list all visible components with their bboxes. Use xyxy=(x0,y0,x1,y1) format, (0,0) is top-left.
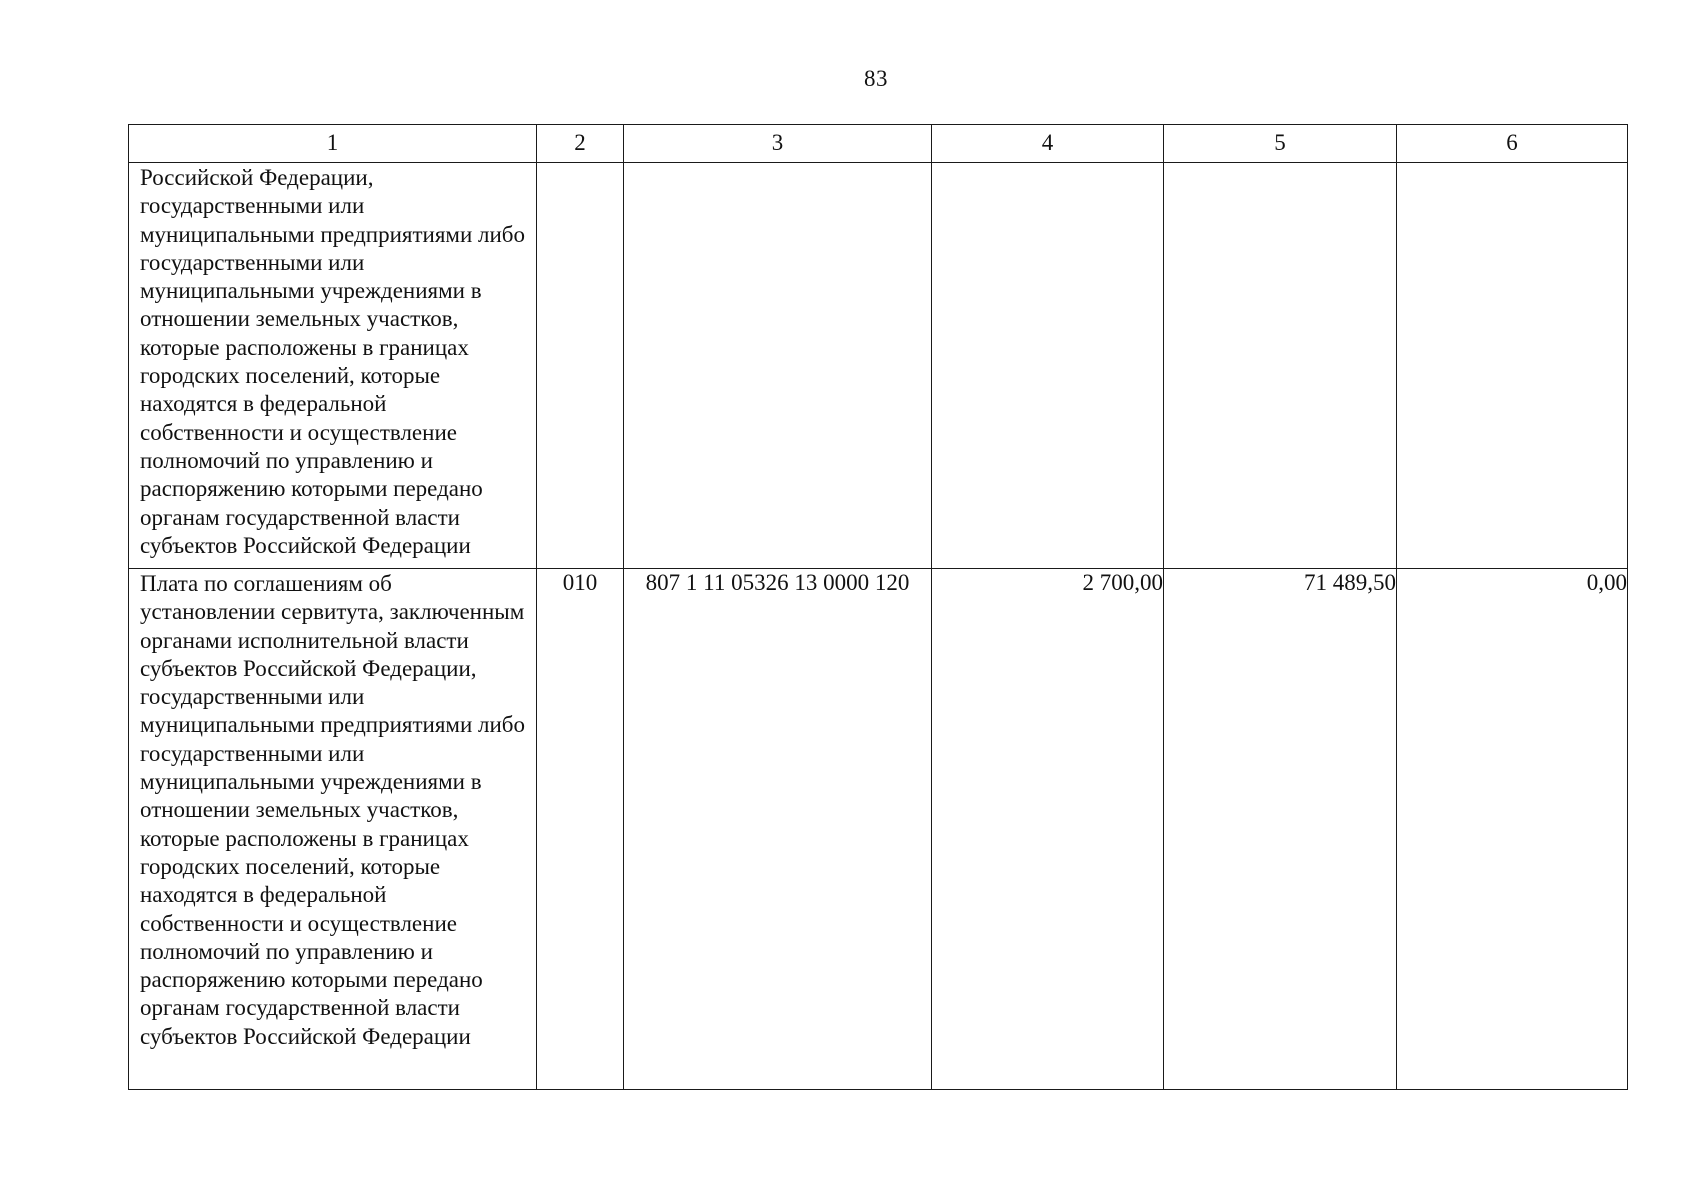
column-header-5: 5 xyxy=(1164,125,1397,163)
table-row xyxy=(129,163,1628,569)
table-header-row xyxy=(129,125,1628,163)
column-header-4: 4 xyxy=(932,125,1164,163)
row-kbk xyxy=(624,163,932,569)
row-description-cell xyxy=(129,163,537,569)
row-value-4: 2 700,00 xyxy=(932,569,1164,1090)
row-description: Российской Федерации, государственными или муниципальными предприятиями либо государственными или муниципальными учреждениями в отношении земельных участков, которые расположены в границах городских поселений, которые находятся в федеральной собственности и осуществление полномочий по управлению и распоряжению которыми передано органам государственной власти субъектов Российской Федерации xyxy=(140,165,526,558)
column-header-6: 6 xyxy=(1397,125,1628,163)
column-header-3: 3 xyxy=(624,125,932,163)
row-value-5 xyxy=(1164,163,1397,569)
budget-table xyxy=(128,124,1628,1090)
column-header-2: 2 xyxy=(537,125,624,163)
row-value-6: 0,00 xyxy=(1397,569,1628,1090)
row-code: 010 xyxy=(537,569,624,1090)
table-row xyxy=(129,569,1628,1090)
page-number: 83 xyxy=(864,66,888,91)
row-value-5: 71 489,50 xyxy=(1164,569,1397,1090)
row-kbk: 807 1 11 05326 13 0000 120 xyxy=(624,569,932,1090)
row-code xyxy=(537,163,624,569)
column-header-1: 1 xyxy=(129,125,537,163)
row-value-4 xyxy=(932,163,1164,569)
row-description-cell xyxy=(129,569,537,1090)
row-value-6 xyxy=(1397,163,1628,569)
row-description: Плата по соглашениям об установлении сервитута, заключенным органами исполнительной власти субъектов Российской Федерации, государственными или муниципальными предприятиями либо государственными или муниципальными учреждениями в отношении земельных участков, которые расположены в границах городских поселений, которые находятся в федеральной собственности и осуществление полномочий по управлению и распоряжению которыми передано органам государственной власти субъектов Российской Федерации xyxy=(140,571,526,1049)
